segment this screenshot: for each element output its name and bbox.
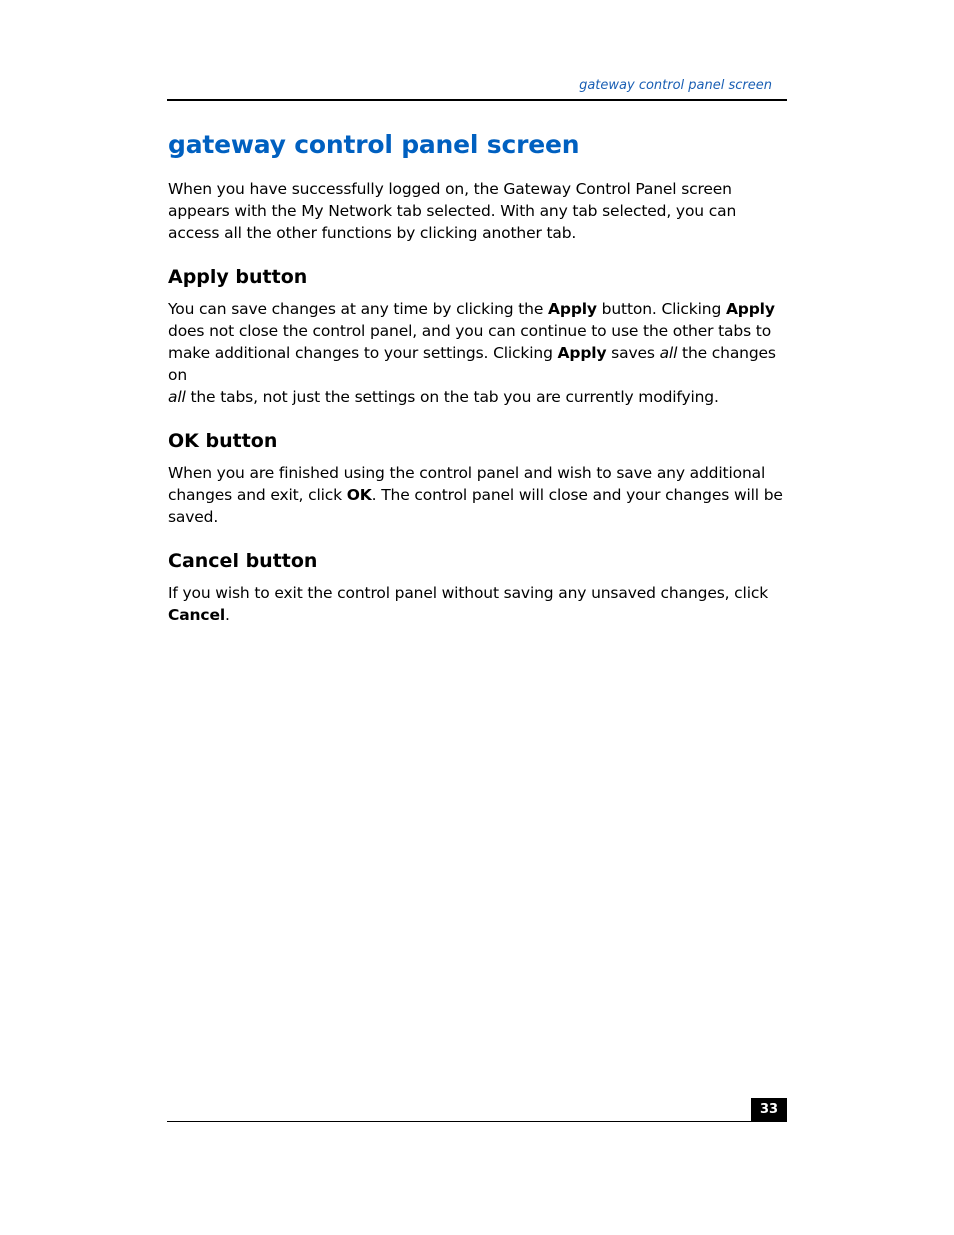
cancel-text-2: . [224, 606, 230, 624]
ok-text-1: When you are finished using the control panel and wish to save any additional changes and exit, click [168, 464, 766, 504]
apply-italic-1: all [659, 344, 678, 362]
running-header: gateway control panel screen [579, 78, 772, 93]
apply-text-3: does not close the control panel, and you can continue to use the other tabs to make additional changes to your settings. Clicking [168, 322, 772, 362]
apply-bold-2: Apply [725, 300, 775, 318]
cancel-button-paragraph [168, 582, 786, 626]
cancel-bold-1: Cancel [168, 606, 225, 624]
page-number: 33 [751, 1098, 787, 1121]
apply-text-5: the changes on [168, 344, 776, 384]
apply-bold-1: Apply [548, 300, 597, 318]
ok-button-paragraph [168, 462, 786, 528]
apply-italic-2: all [168, 388, 186, 406]
apply-button-paragraph [168, 298, 786, 408]
cancel-button-heading: Cancel button [168, 550, 318, 572]
page-title: gateway control panel screen [168, 130, 580, 159]
apply-bold-3: Apply [557, 344, 607, 362]
ok-bold-1: OK [346, 486, 372, 504]
header-rule [167, 99, 787, 101]
intro-paragraph: When you have successfully logged on, the Gateway Control Panel screen appears with the My Network tab selected. With any tab selected, you can access all the other functions by clicking another tab. [168, 180, 737, 242]
page-content [168, 128, 786, 646]
apply-text-1: You can save changes at any time by clicking the [168, 300, 549, 318]
apply-text-4: saves [606, 344, 660, 362]
ok-text-2: . The control panel will close and your changes will be saved. [168, 486, 783, 526]
apply-text-2: button. Clicking [596, 300, 726, 318]
apply-text-6: the tabs, not just the settings on the tab you are currently modifying. [185, 388, 719, 406]
apply-button-heading: Apply button [168, 266, 308, 288]
cancel-text-1: If you wish to exit the control panel without saving any unsaved changes, click [168, 584, 769, 602]
ok-button-heading: OK button [168, 430, 278, 452]
footer-rule [167, 1121, 787, 1122]
